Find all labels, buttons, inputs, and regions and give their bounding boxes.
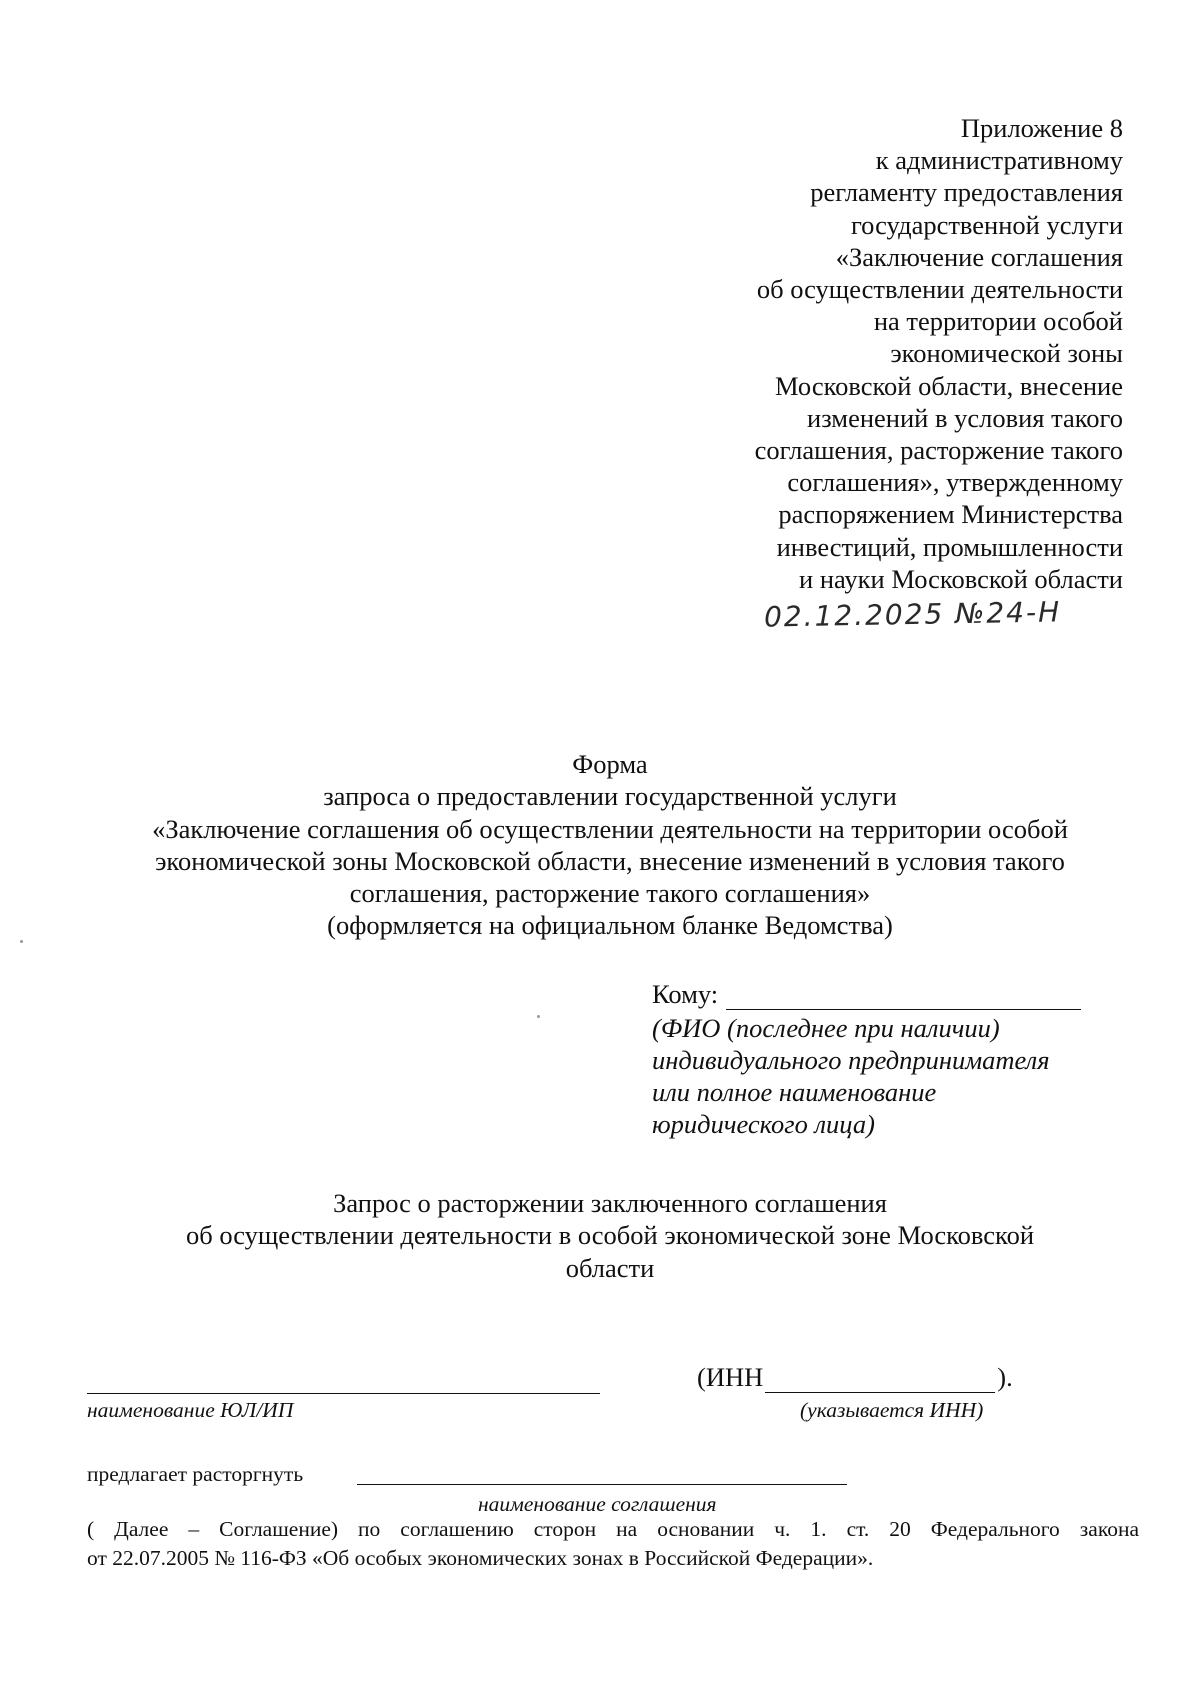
- appendix-line: Московской области, внесение: [775, 370, 1123, 401]
- appendix-line: соглашения, расторжение такого: [754, 435, 1123, 466]
- appendix-line: соглашения», утвержденному: [787, 467, 1123, 498]
- appendix-header: [703, 112, 1123, 595]
- applicant-name-blank-line: [87, 1393, 600, 1394]
- appendix-line: «Заключение соглашения: [835, 241, 1123, 272]
- recipient-block: [652, 978, 1081, 1140]
- agreement-blank-line: [357, 1484, 847, 1485]
- recipient-hint-line: (ФИО (последнее при наличии): [652, 1013, 1000, 1043]
- appendix-line: распоряжением Министерства: [778, 499, 1123, 530]
- recipient-hint-line: или полное наименование: [652, 1077, 937, 1107]
- form-title-line: (оформляется на официальном бланке Ведомства): [327, 910, 893, 941]
- recipient-hint-line: юридического лица): [652, 1109, 875, 1139]
- appendix-line: и науки Московской области: [799, 563, 1123, 594]
- form-title-line: запроса о предоставлении государственной услуги: [323, 781, 897, 812]
- request-title-line: об осуществлении деятельности в особой экономической зоне Московской: [185, 1220, 1035, 1251]
- proposal-text: предлагает расторгнуть: [87, 1462, 304, 1486]
- body-line-1: ( Далее – Соглашение) по соглашению сторон на основании ч. 1. ст. 20 Федерального закона: [87, 1517, 1139, 1541]
- recipient-hint: [652, 1012, 1081, 1140]
- scan-speck: [20, 940, 23, 943]
- appendix-line: изменений в условия такого: [807, 402, 1123, 433]
- form-title-line: «Заключение соглашения об осуществлении деятельности на территории особой: [152, 813, 1068, 844]
- form-title-line: экономической зоны Московской области, внесение изменений в условия такого: [155, 845, 1065, 876]
- agreement-caption: наименование соглашения: [478, 1492, 717, 1516]
- appendix-line: экономической зоны: [890, 338, 1123, 369]
- inn-field: [697, 1362, 1013, 1393]
- request-title-line: области: [565, 1252, 655, 1283]
- inn-caption: (указывается ИНН): [800, 1398, 984, 1422]
- body-line-2: от 22.07.2005 № 116-ФЗ «Об особых экономических зонах в Российской Федерации».: [87, 1546, 874, 1570]
- form-title-line: Форма: [572, 749, 648, 779]
- request-title: [110, 1187, 1110, 1284]
- body-paragraph: [87, 1515, 1139, 1573]
- scan-speck: [537, 1015, 540, 1018]
- recipient-blank-line: [726, 985, 1081, 1010]
- inn-open-label: (ИНН: [697, 1362, 764, 1392]
- recipient-label: Кому:: [652, 979, 719, 1009]
- appendix-line: регламенту предоставления: [810, 177, 1123, 208]
- handwritten-date-number: 02.12.2025 №24-Н: [763, 595, 1062, 634]
- appendix-line: об осуществлении деятельности: [756, 274, 1123, 305]
- appendix-line: к административному: [875, 145, 1123, 176]
- recipient-hint-line: индивидуального предпринимателя: [652, 1045, 1050, 1075]
- appendix-line: Приложение 8: [960, 113, 1123, 143]
- inn-close-label: ).: [997, 1362, 1013, 1392]
- applicant-name-caption: наименование ЮЛ/ИП: [87, 1398, 294, 1422]
- appendix-line: государственной услуги: [850, 209, 1123, 240]
- appendix-line: инвестиций, промышленности: [776, 531, 1123, 562]
- request-title-line: Запрос о расторжении заключенного соглашения: [333, 1188, 887, 1218]
- appendix-line: на территории особой: [873, 306, 1123, 337]
- form-title: [110, 748, 1110, 942]
- inn-blank-line: [765, 1368, 995, 1393]
- form-title-line: соглашения, расторжение такого соглашения»: [349, 878, 871, 909]
